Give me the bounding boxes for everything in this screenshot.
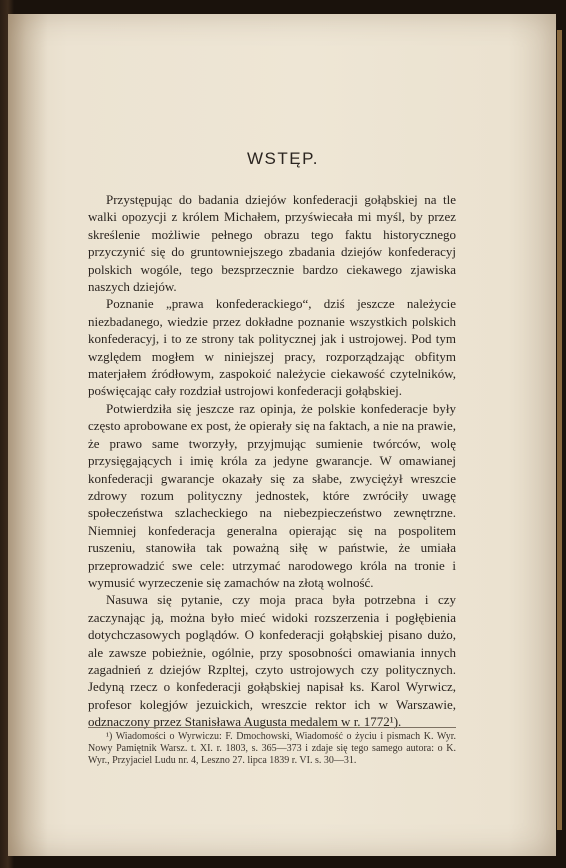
footnote-divider — [88, 727, 456, 728]
paragraph-3: Potwierdziła się jeszcze raz opinja, że polskie konfederacje były często aprobowane ex post, że opierały się na faktach, a nie na prawie, że prawo same tworzyły, przyjmując sumienie twórców, wolę przysięgających i imię króla za jedyne gwarancje. W omawianej konfederacji gwarancje okazały się za słabe, zwyciężył wreszcie zdrowy rozum polityczny jednostek, które zwróciły uwagę społeczeństwa szlacheckiego na niebezpieczeństwo zewnętrzne. Niemniej konfederacja generalna opierając się na pospolitem ruszeniu, stanowiła tak poważną siłę w państwie, że umiała przeprowadzić swe cele: utrzymać narodowego króla na tronie i wymusić wyrzeczenie się zamachów na złotą wolność. — [88, 400, 456, 590]
page-gutter-shadow — [8, 14, 48, 856]
body-text — [88, 191, 456, 731]
chapter-title: WSTĘP. — [247, 149, 319, 168]
footnote: ¹) Wiadomości o Wyrwiczu: F. Dmochowski, Wiadomość o życiu i pismach K. Wyr. Nowy Pamiętnik Warsz. t. XI. r. 1803, s. 365—373 i zdaje się tego samego autora: o K. Wyr., Przyjaciel Ludu nr. 4, Leszno 27. lipca 1839 r. VI. s. 30—31. — [88, 731, 456, 767]
paragraph-4: Nasuwa się pytanie, czy moja praca była potrzebna i czy zaczynając ją, można było mieć widoki rozszerzenia i pogłębienia dotychczasowych poglądów. O konfederacji gołąbskiej pisano dużo, ale zawsze pobieżnie, ogólnie, przy sposobności omawiania innych zagadnień z dziejów Rzpltej, czyto ustrojowych czy politycznych. Jedyną rzecz o konfederacji gołąbskiej napisał ks. Karol Wyrwicz, profesor kolegjów jezuickich, wreszcie rektor ich w Warszawie, odznaczony przez Stanisława Augusta medalem w r. 1772¹). — [88, 592, 456, 730]
paragraph-2: Poznanie „prawa konfederackiego“, dziś jeszcze należycie niezbadanego, wiedzie przez dokładne poznanie wszystkich polskich konfederacyj, i to ze strony tak politycznej jak i ustrojowej. Pod tym względem mogłem w niniejszej pracy, rozporządzając obfitym materjałem źródłowym, zaspokoić należycie ciekawość czytelników, poświęcając cały rozdział ustrojowi konfederacji gołąbskiej. — [88, 296, 456, 399]
paragraph-1: Przystępując do badania dziejów konfederacji gołąbskiej na tle walki opozycji z królem Michałem, przyświecała mi myśl, by przez skreślenie możliwie pełnego obrazu tego faktu historycznego przyczynić się do gruntowniejszego zbadania dziejów konfederacyj polskich wogóle, tego bezsprzecznie bardzo ciekawego zjawiska naszych dziejów. — [88, 192, 456, 295]
